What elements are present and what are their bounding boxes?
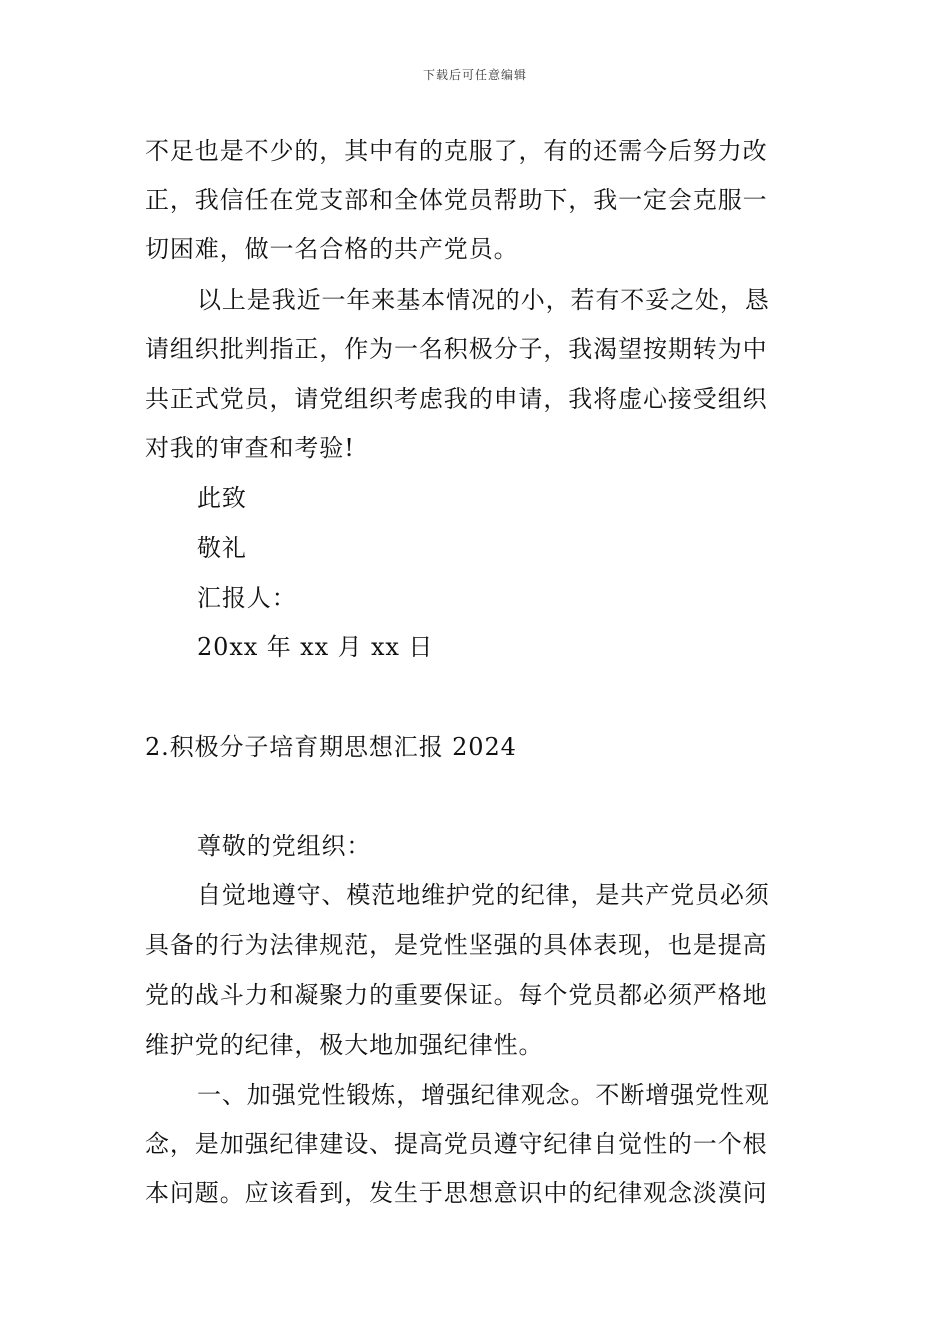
body-text-line: 党的战斗力和凝聚力的重要保证。每个党员都必须严格地 [145,981,768,1009]
body-text-line: 本问题。应该看到，发生于思想意识中的纪律观念淡漠问 [145,1179,768,1207]
section-heading: 2.积极分子培育期思想汇报 2024 [145,733,517,761]
body-text-line: 自觉地遵守、模范地维护党的纪律，是共产党员必须 [197,881,770,909]
body-text-line: 共正式党员，请党组织考虑我的申请，我将虚心接受组织 [145,385,768,413]
closing-regards: 敬礼 [197,534,247,562]
body-text-line: 一、加强党性锻炼，增强纪律观念。不断增强党性观 [197,1081,770,1109]
body-text-line: 以上是我近一年来基本情况的小，若有不妥之处，恳 [197,286,770,314]
closing-salutation: 此致 [197,484,247,512]
greeting: 尊敬的党组织： [197,832,372,860]
report-date: 20xx 年 xx 月 xx 日 [197,633,434,661]
body-text-line: 正，我信任在党支部和全体党员帮助下，我一定会克服一 [145,186,768,214]
header-note: 下载后可任意编辑 [422,68,527,82]
reporter-label: 汇报人： [197,584,297,612]
body-text-line: 不足也是不少的，其中有的克服了，有的还需今后努力改 [145,137,768,165]
body-text-line: 切困难，做一名合格的共产党员。 [145,235,519,263]
body-text-line: 念，是加强纪律建设、提高党员遵守纪律自觉性的一个根 [145,1130,768,1158]
body-text-line: 请组织批判指正，作为一名积极分子，我渴望按期转为中 [145,335,768,363]
body-text-line: 对我的审查和考验! [145,434,355,462]
body-text-line: 维护党的纪律，极大地加强纪律性。 [145,1031,544,1059]
body-text-line: 具备的行为法律规范，是党性坚强的具体表现，也是提高 [145,931,768,959]
